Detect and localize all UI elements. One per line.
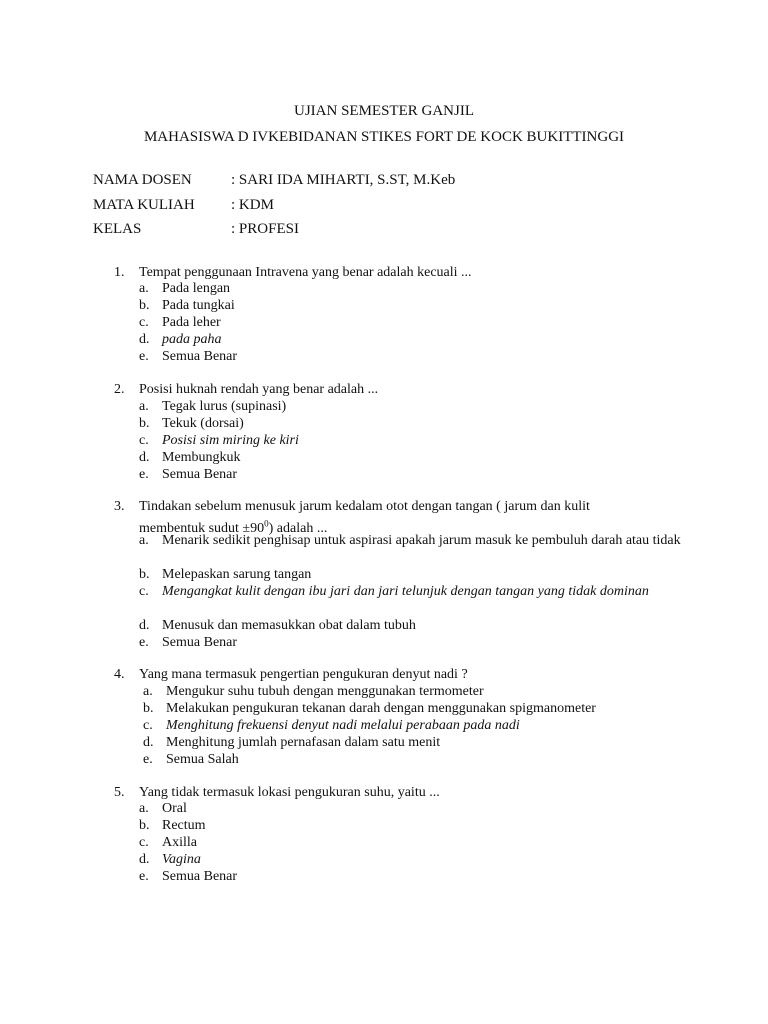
option-letter: a. — [139, 533, 149, 548]
question-text-fragment: membentuk sudut ±90 — [139, 520, 265, 536]
option-letter: c. — [139, 315, 149, 330]
meta-value: : PROFESI — [231, 221, 299, 237]
option-e — [0, 751, 768, 768]
option-text: Axilla — [162, 835, 197, 850]
option-d — [0, 851, 768, 868]
meta-value: : KDM — [231, 197, 274, 213]
option-text: Semua Benar — [162, 635, 238, 650]
option-c — [0, 583, 768, 617]
option-letter: d. — [139, 852, 150, 867]
option-text: Rectum — [162, 818, 206, 833]
option-text: Mengukur suhu tubuh dengan menggunakan termometer — [166, 684, 484, 699]
option-a — [0, 280, 768, 297]
meta-label: KELAS — [93, 221, 142, 237]
option-letter: d. — [139, 618, 150, 633]
option-letter: c. — [143, 718, 153, 733]
question-number: 4. — [114, 667, 125, 682]
option-letter: a. — [139, 801, 149, 816]
option-letter: b. — [139, 416, 150, 431]
option-b — [0, 415, 768, 432]
option-text: Tegak lurus (supinasi) — [162, 399, 287, 414]
question-number: 5. — [114, 785, 125, 800]
option-letter: c. — [139, 433, 149, 448]
option-a — [0, 398, 768, 415]
option-letter: e. — [139, 635, 149, 650]
option-text: Vagina — [162, 852, 201, 867]
option-text: Pada tungkai — [162, 298, 235, 313]
option-text: Posisi sim miring ke kiri — [162, 433, 299, 448]
option-text: Semua Salah — [166, 752, 239, 767]
option-letter: d. — [143, 735, 154, 750]
option-text: Tekuk (dorsai) — [162, 416, 244, 431]
option-text: Pada lengan — [162, 281, 231, 296]
question-text: Yang tidak termasuk lokasi pengukuran suhu, yaitu ... — [139, 785, 440, 800]
option-d — [0, 617, 768, 634]
question-1-options — [0, 280, 768, 365]
question-number: 2. — [114, 382, 125, 397]
option-a — [0, 800, 768, 817]
option-text: Menusuk dan memasukkan obat dalam tubuh — [162, 618, 416, 633]
option-letter: e. — [143, 752, 153, 767]
option-b — [0, 566, 768, 583]
degree-superscript: 0 — [264, 518, 269, 528]
option-text: Pada leher — [162, 315, 221, 330]
question-text — [139, 498, 699, 537]
option-letter: d. — [139, 450, 150, 465]
option-letter: d. — [139, 332, 150, 347]
exam-title: UJIAN SEMESTER GANJIL — [294, 103, 474, 119]
option-d — [0, 331, 768, 348]
option-text: Melepaskan sarung tangan — [162, 567, 312, 582]
option-d — [0, 734, 768, 751]
option-letter: c. — [139, 584, 149, 599]
meta-label: MATA KULIAH — [93, 197, 195, 213]
option-text: Oral — [162, 801, 187, 816]
option-text: Menghitung jumlah pernafasan dalam satu menit — [166, 735, 441, 750]
option-b — [0, 700, 768, 717]
option-text: Membungkuk — [162, 450, 241, 465]
option-c — [0, 717, 768, 734]
option-letter: e. — [139, 349, 149, 364]
option-e — [0, 348, 768, 365]
question-2-options — [0, 398, 768, 483]
option-letter: a. — [139, 281, 149, 296]
meta-value: : SARI IDA MIHARTI, S.ST, M.Keb — [231, 172, 456, 188]
option-text: Semua Benar — [162, 467, 238, 482]
option-letter: e. — [139, 869, 149, 884]
question-5-options — [0, 800, 768, 885]
option-letter: c. — [139, 835, 149, 850]
option-text: Menarik sedikit penghisap untuk aspirasi apakah jarum masuk ke pembuluh darah atau tidak — [162, 533, 681, 548]
option-text: Semua Benar — [162, 869, 238, 884]
option-text: pada paha — [162, 332, 222, 347]
question-text: Tempat penggunaan Intravena yang benar adalah kecuali ... — [139, 265, 472, 280]
option-letter: e. — [139, 467, 149, 482]
question-text: Posisi huknah rendah yang benar adalah ... — [139, 382, 379, 397]
option-text: Melakukan pengukuran tekanan darah dengan menggunakan spigmanometer — [166, 701, 596, 716]
exam-subtitle: MAHASISWA D IVKEBIDANAN STIKES FORT DE KOCK BUKITTINGGI — [143, 129, 625, 145]
question-text: Yang mana termasuk pengertian pengukuran denyut nadi ? — [139, 667, 468, 682]
option-c — [0, 432, 768, 449]
option-a — [0, 683, 768, 700]
question-number: 3. — [114, 499, 125, 514]
option-c — [0, 314, 768, 331]
option-text: Menghitung frekuensi denyut nadi melalui perabaan pada nadi — [166, 718, 520, 733]
option-letter: b. — [143, 701, 154, 716]
option-c — [0, 834, 768, 851]
option-text: Semua Benar — [162, 349, 238, 364]
option-e — [0, 868, 768, 885]
option-letter: b. — [139, 818, 150, 833]
option-text: Mengangkat kulit dengan ibu jari dan jari telunjuk dengan tangan yang tidak dominan — [162, 584, 649, 599]
option-letter: b. — [139, 567, 150, 582]
option-letter: b. — [139, 298, 150, 313]
question-4-options — [0, 683, 768, 768]
question-3-options — [0, 532, 768, 651]
option-b — [0, 297, 768, 314]
question-text-fragment: ) adalah ... — [268, 520, 328, 536]
option-letter: a. — [143, 684, 153, 699]
option-e — [0, 466, 768, 483]
option-d — [0, 449, 768, 466]
option-letter: a. — [139, 399, 149, 414]
option-e — [0, 634, 768, 651]
option-a — [0, 532, 768, 566]
question-number: 1. — [114, 265, 125, 280]
question-text-line1: Tindakan sebelum menusuk jarum kedalam otot dengan tangan ( jarum dan kulit — [139, 499, 590, 514]
meta-label: NAMA DOSEN — [93, 172, 192, 188]
option-b — [0, 817, 768, 834]
